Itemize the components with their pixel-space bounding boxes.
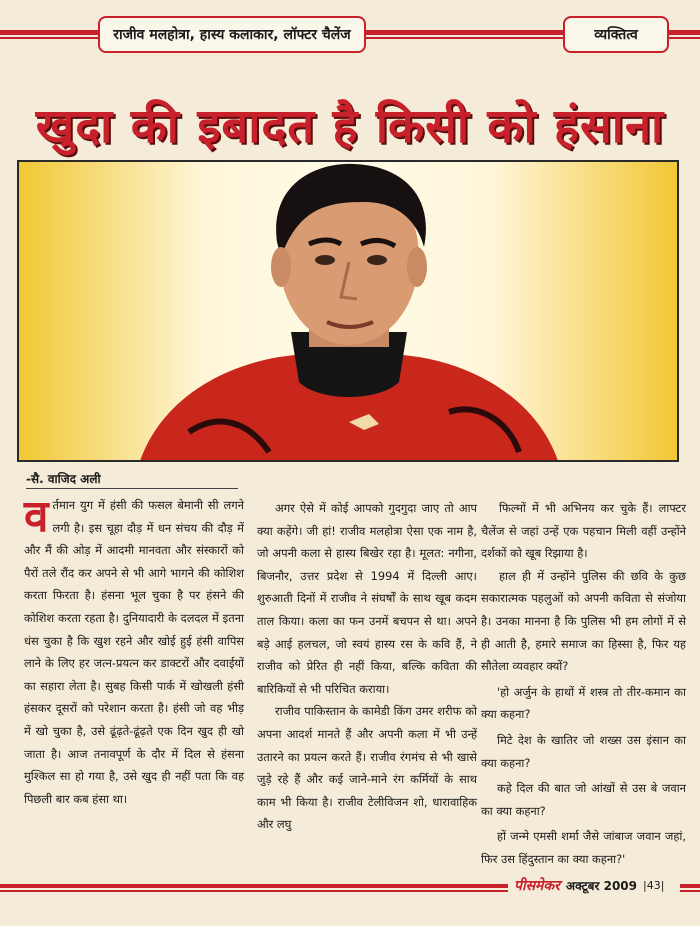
poem-line: 'हो अर्जुन के हाथों में शस्त्र तो तीर-कमान का क्या कहना? — [481, 684, 686, 722]
footer — [508, 872, 680, 898]
drop-cap: व — [24, 491, 49, 542]
paragraph: अगर ऐसे में कोई आपको गुदगुदा जाए तो आप क्या कहेंगे। जी हां! राजीव मलहोत्रा ऐसा एक नाम है, जो अपनी कला से हास्य बिखेर रहा है। मूलत: नगीना, बिजनौर, उत्तर प्रदेश से 1994 में दिल्ली आए। शुरुआती दिनों में राजीव ने संघर्षों के साथ खूब कदम ताल किया। कला का फन उनमें बचपन से था। अपने बड़े आई हलचल, जो स्वयं हास्य रस के कवि हैं, ने राजीव को प्रेरित ही नहीं किया, बल्कि कविता की बारिकियों से भी परिचित कराया। — [257, 501, 477, 696]
poem-line: हों जन्मे एमसी शर्मा जैसे जांबाज जवान जहां, फिर उस हिंदुस्तान का क्या कहना?' — [481, 829, 686, 866]
poem-line: कहे दिल की बात जो आंखों से उस बे जवान का क्या कहना? — [481, 781, 686, 818]
section-category-label: व्यक्तित्व — [563, 16, 669, 53]
portrait-illustration — [19, 162, 679, 462]
article-headline: खुदा की इबादत है किसी को हंसाना — [35, 99, 665, 154]
paragraph: हाल ही में उन्होंने पुलिस की छवि के कुछ सकारात्मक पहलुओं को अपनी कविता से संजोया है। उनका मानना है कि पुलिस भी हम लोगों में से ही आती है, हमारे समाज का हिस्सा है, फिर यह सौतेला व्यवहार क्यों? — [481, 568, 686, 674]
article-column-1 — [24, 491, 244, 810]
magazine-name: पीसमेकर — [514, 877, 560, 894]
paragraph-text: र्तमान युग में हंसी की फसल बेमानी सी लगने लगी है। इस चूहा दौड़ में धन संचय की दौड़ में और मैं की ओड़ में आदमी मानवता और संस्कारों को पैरों तले रौंद कर अपने से भी आगे भागने की कोशिश करता फिरता है। हंसना भूल चुका है पर हंसने की कोशिश करता रहता है। दुनियादारी के दलदल में इतना धंस चुका है कि खुश रहने और खोई हुई हंसी वापिस लाने के लिए हर जत्न-प्रयत्न कर डाक्टरों और दवाईयों का सहारा लेता है। सुबह किसी पार्क में खोखली हंसी हंसकर दूसरों को परेशान करता है। हंसी जो वह भीड़ में खो चुका है, उसे ढूंढ़ते-ढूंढ़ते एक दिन खुद ही खो जाता है। आज तनावपूर्ण के दौर में दिल से हंसना मुश्किल सा हो गया है, उसे खुद ही नहीं पता कि वह पिछली बार कब हंसा था। — [24, 498, 244, 806]
poem-line: मिटे देश के खातिर जो शख्स उस इंसान का क्या कहना? — [481, 732, 686, 770]
paragraph: राजीव पाकिस्तान के कामेडी किंग उमर शरीफ को अपना आदर्श मानते हैं और अपनी कला में भी उन्हें उतारने का प्रयत्न करते हैं। राजीव रंगमंच से भी खासे जुड़े रहे हैं और कई जाने-माने रंग कर्मियों के साथ काम भी किया है। राजीव टेलीविजन शो, धारावाहिक और लघु — [257, 704, 477, 832]
paragraph: फिल्मों में भी अभिनय कर चुके हैं। लाफ्टर चैलेंज से जहां उन्हें एक पहचान मिली वहीं उन्होंने दर्शकों को खूब रिझाया है। — [481, 501, 686, 561]
section-subject-label: राजीव मलहोत्रा, हास्य कलाकार, लॉफ्टर चैलेंज — [98, 16, 366, 53]
page-number: |43| — [643, 878, 665, 892]
issue-date: अक्टूबर 2009 — [565, 878, 637, 893]
portrait-photo — [17, 160, 679, 462]
paragraph — [24, 491, 244, 810]
author-byline: -सै. वाजिद अली — [26, 472, 101, 486]
article-column-3 — [481, 497, 686, 871]
byline-rule — [26, 488, 238, 489]
article-column-2 — [257, 497, 477, 836]
